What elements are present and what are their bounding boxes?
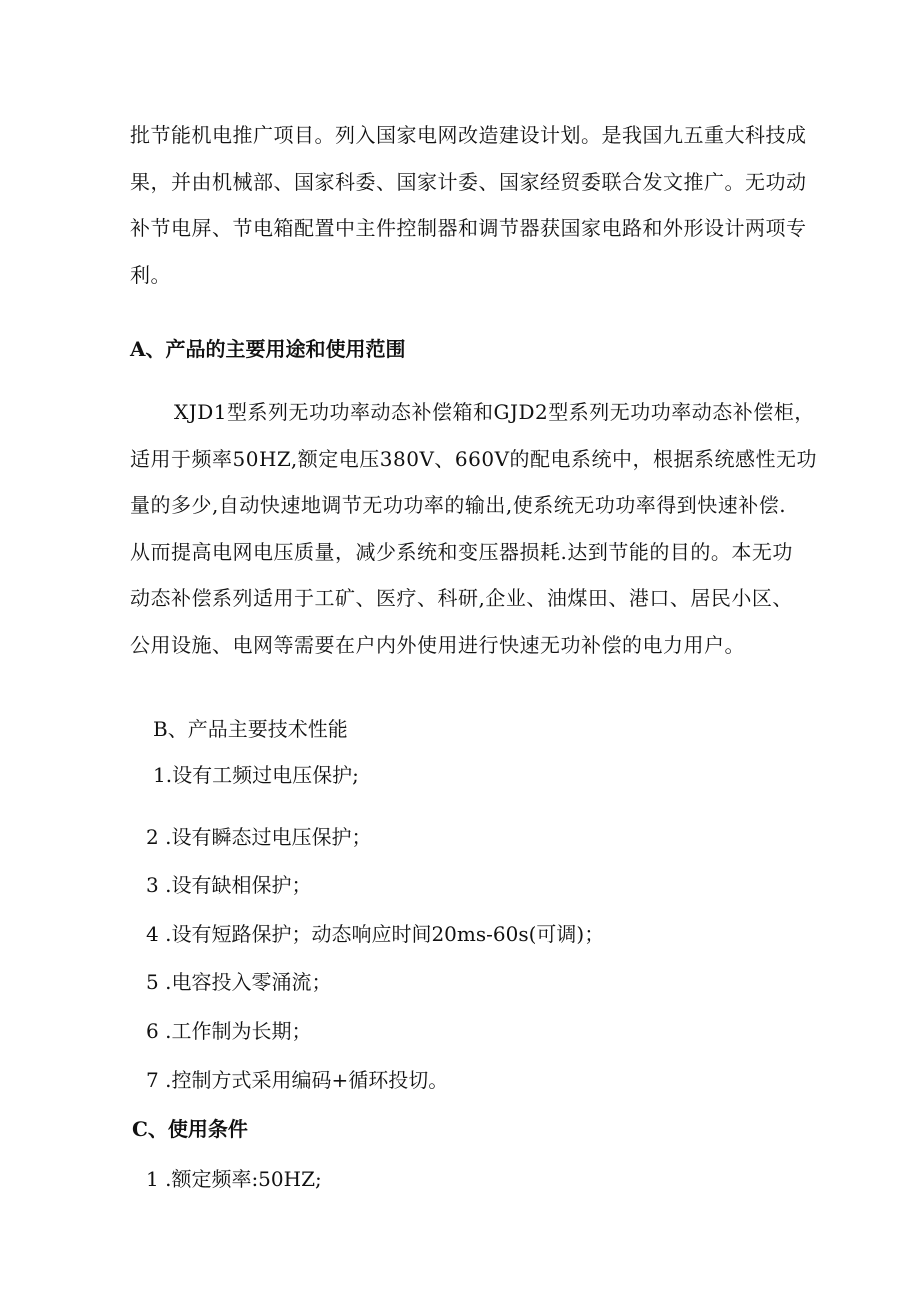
section-a-line: 公用设施、电网等需要在户内外使用进行快速无功补偿的电力用户。 [130, 632, 745, 657]
section-a-line: 适用于频率50HZ,额定电压380V、660V的配电系统中，根据系统感性无功 [130, 446, 818, 471]
intro-line: 果，并由机械部、国家科委、国家计委、国家经贸委联合发文推广。无功动 [130, 169, 807, 194]
condition-item: 1 .额定频率:50HZ; [146, 1167, 322, 1191]
intro-line: 利。 [130, 262, 171, 287]
spec-item: 3 .设有缺相保护； [146, 873, 312, 897]
section-a-heading: A、产品的主要用途和使用范围 [130, 337, 406, 361]
spec-item: 7 .控制方式采用编码+循环投切。 [146, 1068, 449, 1092]
section-a-line: 从而提高电网电压质量，减少系统和变压器损耗.达到节能的目的。本无功 [130, 539, 793, 564]
intro-line: 补节电屏、节电箱配置中主件控制器和调节器获国家电路和外形设计两项专 [130, 216, 807, 240]
intro-paragraph [130, 112, 810, 298]
section-a-line: 量的多少,自动快速地调节无功功率的输出,使系统无功功率得到快速补偿. [130, 493, 787, 517]
section-c-heading: C、使用条件 [132, 1117, 248, 1141]
intro-line: 批节能机电推广项目。列入国家电网改造建设计划。是我国九五重大科技成 [130, 123, 807, 147]
section-b-title: B、产品主要技术性能 [153, 717, 348, 741]
section-a-line: XJD1型系列无功功率动态补偿箱和GJD2型系列无功功率动态补偿柜， [174, 400, 815, 424]
section-b-heading [153, 713, 348, 742]
spec-item: 2 .设有瞬态过电压保护； [146, 825, 372, 849]
section-a-line: 动态补偿系列适用于工矿、医疗、科研,企业、油煤田、港口、居民小区、 [130, 586, 793, 610]
spec-item: 5 .电容投入零涌流； [146, 970, 332, 994]
spec-item: 1.设有工频过电压保护; [153, 763, 359, 787]
spec-item: 4 .设有短路保护；动态响应时间20ms-60s(可调)； [146, 922, 605, 946]
section-a-paragraph [130, 389, 818, 668]
spec-item: 6 .工作制为长期； [146, 1019, 312, 1043]
